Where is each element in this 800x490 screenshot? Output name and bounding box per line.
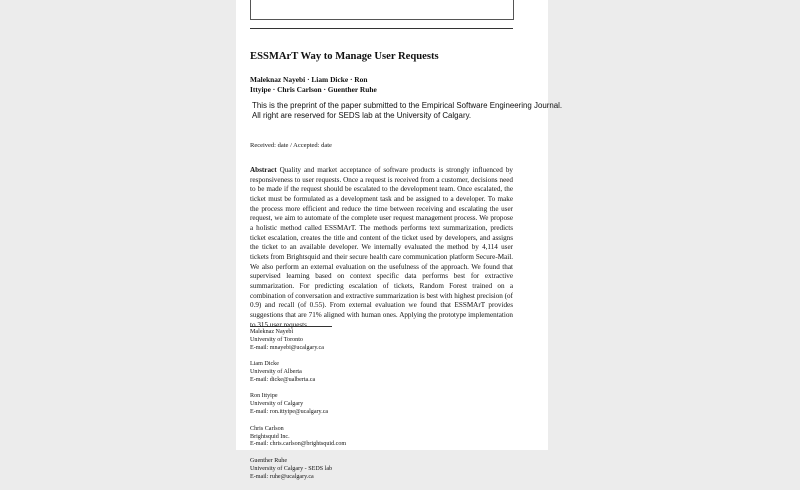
affiliation-name: Maleknaz Nayebi [250,329,294,335]
authors-line-2: Ittyipe · Chris Carlson · Guenther Ruhe [250,84,377,94]
affiliations [250,329,520,490]
affiliation-item [250,329,520,353]
affiliation-item [250,393,520,417]
preprint-note-line-1: This is the preprint of the paper submitted to the Empirical Software Engineering Journal. [252,101,563,110]
affiliation-name: Guenther Ruhe [250,457,288,464]
footnote-rule [250,326,332,327]
affiliation-org: University of Calgary - SEDS lab [250,465,333,472]
affiliation-item [250,361,520,385]
affiliation-email: E-mail: ruhe@ucalgary.ca [250,473,314,480]
affiliation-email: E-mail: mnayebi@ucalgary.ca [250,344,324,351]
affiliation-email: E-mail: dicke@ualberta.ca [250,377,316,384]
affiliation-org: Brightsquid Inc. [250,433,290,440]
abstract [250,166,513,333]
paper-title: ESSMArT Way to Manage User Requests [250,51,439,62]
affiliation-org: University of Toronto [250,336,303,343]
affiliation-email: E-mail: ron.ittyipe@ucalgary.ca [250,409,329,416]
abstract-text: Quality and market acceptance of software products is strongly influenced by responsiveness to user requests. Once a request is received from a customer, decisions need to be made if the request should be escalated to the development team. Once escalated, the ticket must be formulated as a development task and be assigned to a developer. To make the process more efficient and reduce the time between receiving and escalating the user request, we aim to automate of the complete user request management process. We propose a holistic method called ESSMArT. The methods performs text summarization, predicts ticket escalation, creates the title and content of the ticket used by developers, and assigns the ticket to an available developer. We internally evaluated the method by 4,114 user tickets from Brightsquid and their secure health care communication platform Secure-Mail. We also perform an external evaluation on the usefulness of the approach. We found that supervised learning based on context specific data performs best for extractive summarization. For predicting escalation of tickets, Random Forest trained on a combination of conversation and extractive summarization is best with highest precision (of 0.9) and recall (of 0.55). From external evaluation we found that ESSMArT provides suggestions that are 71% aligned with human ones. Applying the prototype implementation to 315 user requests [250,166,513,329]
preprint-note [252,101,562,121]
affiliation-org: University of Alberta [250,369,302,376]
header-box [250,0,514,20]
received-date: Received: date / Accepted: date [250,142,332,149]
affiliation-email: E-mail: chris.carlson@brightsquid.com [250,441,347,448]
affiliation-name: Ron Ittyipe [250,393,278,400]
affiliation-name: Liam Dicke [250,361,279,368]
authors-line-1: Maleknaz Nayebi · Liam Dicke · Ron [250,75,368,84]
affiliation-item [250,458,520,482]
affiliation-name: Chris Carlson [250,425,284,432]
header-rule [250,28,513,29]
abstract-label: Abstract [250,166,277,174]
affiliation-item [250,426,520,450]
preprint-note-line-2: All right are reserved for SEDS lab at the University of Calgary. [252,110,472,120]
affiliation-org: University of Calgary [250,401,304,408]
author-list [250,75,520,94]
